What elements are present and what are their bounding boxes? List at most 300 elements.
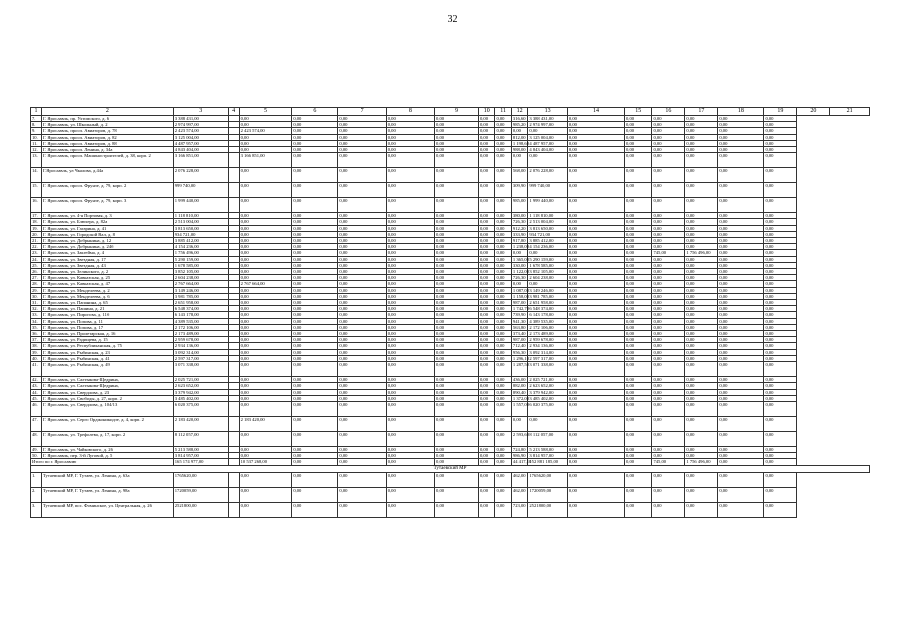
row-value: 0,00 [764, 300, 797, 306]
row-value: 0,00 [511, 250, 527, 256]
row-value: 0,00 [567, 225, 624, 231]
row-value: 2 423 574,00 [239, 128, 292, 134]
row-value: 1 999 440,00 [528, 198, 568, 213]
row-value: 0,00 [338, 362, 386, 377]
row-value: 0,00 [718, 337, 764, 343]
row-value: 0,00 [435, 343, 479, 349]
row-value: 0,00 [625, 262, 652, 268]
row-value: 2 593,60 [511, 431, 527, 446]
row-value: 0,00 [764, 453, 797, 459]
row-value: 2 767 664,00 [239, 281, 292, 287]
row-value: 0,00 [764, 213, 797, 219]
row-number: 46. [31, 401, 42, 416]
table-row [31, 153, 870, 168]
row-value: 0,00 [478, 487, 494, 502]
row-value: 0,00 [685, 116, 718, 122]
row-value: 6 020 375,00 [528, 401, 568, 416]
row-value: 3 981 785,00 [528, 293, 568, 299]
row-value: 0,00 [239, 401, 292, 416]
row-value: 0,00 [652, 337, 685, 343]
row-value: 0,00 [764, 269, 797, 275]
row-value: 0,00 [292, 244, 338, 250]
row-value: 0,00 [718, 287, 764, 293]
row-value: 3 885 412,00 [173, 238, 228, 244]
row-value: 0,00 [239, 312, 292, 318]
row-value: 0,00 [435, 256, 479, 262]
row-value: 999 740,00 [173, 183, 228, 198]
row-value: 0,00 [567, 238, 624, 244]
row-value: 0,00 [718, 128, 764, 134]
row-value: 1 087,00 [512, 287, 529, 293]
row-value [228, 198, 239, 213]
row-value: 0,00 [685, 153, 718, 168]
row-value: 0,00 [718, 281, 764, 287]
row-number: 1. [31, 472, 42, 487]
row-value: 4 154 236,00 [528, 244, 568, 250]
row-address: Г. Ярославль, ул. Трефолева, д. 17, корп. 2 [41, 431, 173, 446]
row-value: 0,00 [435, 324, 479, 330]
row-value: 0,00 [567, 244, 624, 250]
row-address: Г. Ярославль, ул. Кавказская, д. 25 [41, 275, 173, 281]
row-value: 0,00 [764, 331, 797, 337]
row-value: 0,00 [239, 219, 292, 225]
row-value: 0,00 [435, 300, 479, 306]
row-value: 0,00 [652, 183, 685, 198]
row-address: Г. Ярославль, просп. Ленина, д. 34а [41, 147, 173, 153]
row-value: 0,00 [718, 355, 764, 361]
row-value: 3 885 412,00 [528, 238, 568, 244]
row-value: 890,40 [511, 389, 527, 395]
row-value: 0,00 [239, 134, 292, 140]
row-value: 0,00 [292, 487, 338, 502]
row-value: 0,00 [495, 168, 511, 183]
header-cell: 14 [567, 108, 624, 116]
row-value: 3 379 942,00 [173, 389, 228, 395]
row-value: 0,00 [685, 318, 718, 324]
row-value: 0,00 [625, 287, 652, 293]
row-value: 3 125 004,00 [528, 134, 568, 140]
row-value: 0,00 [625, 324, 652, 330]
row-value: 0,00 [292, 395, 338, 401]
row-value [228, 416, 239, 431]
row-value: 0,00 [386, 250, 434, 256]
row-value: 1 678 585,00 [528, 262, 568, 268]
row-value: 0,00 [764, 231, 797, 237]
row-value: 0,00 [567, 198, 624, 213]
row-value: 0,00 [718, 300, 764, 306]
total-value: 44 417,10 [512, 459, 532, 465]
row-value: 0,00 [652, 275, 685, 281]
row-value: 0,00 [435, 337, 479, 343]
row-value: 0,00 [435, 306, 479, 312]
row-value: 0,00 [386, 312, 434, 318]
row-value: 0,00 [292, 134, 338, 140]
row-value: 0,00 [495, 343, 511, 349]
row-value: 0,00 [292, 331, 338, 337]
row-value: 0,00 [478, 281, 494, 287]
row-value: 0,00 [567, 116, 624, 122]
row-value: 0,00 [567, 231, 624, 237]
row-value: 3 814 957,00 [173, 453, 228, 459]
row-value: 0,00 [764, 343, 797, 349]
row-value: 0,00 [718, 383, 764, 389]
row-value: 2 025 721,00 [173, 377, 228, 383]
row-value: 0,00 [718, 293, 764, 299]
row-number: 21. [31, 238, 42, 244]
row-value: 0,00 [652, 324, 685, 330]
row-value: 0,00 [718, 312, 764, 318]
row-address: Г. Ярославль, просп. Авиаторов, д. 78 [41, 128, 173, 134]
row-value: 0,00 [292, 383, 338, 389]
row-value [228, 502, 239, 517]
row-value: 0,00 [764, 256, 797, 262]
row-value: 2 076 228,00 [528, 168, 568, 183]
row-address: Г. Ярославль, ул. Школьный, д. 2 [41, 122, 173, 128]
row-value: 3 485 402,00 [173, 395, 228, 401]
row-value: 0,00 [764, 446, 797, 452]
row-value: 0,00 [685, 238, 718, 244]
row-value: 0,00 [625, 343, 652, 349]
row-value: 0,00 [685, 416, 718, 431]
row-value: 0,00 [718, 213, 764, 219]
section-title: Тутаевский МР [31, 465, 870, 472]
row-value: 0,00 [435, 153, 479, 168]
row-value: 316,60 [511, 116, 527, 122]
row-value: 0,00 [718, 140, 764, 146]
row-address: Г. Ярославль, пер. 3-й Луговой, д. 5 [41, 453, 173, 459]
row-value: 0,00 [386, 389, 434, 395]
row-value: 0,00 [567, 362, 624, 377]
row-value: 0,00 [685, 349, 718, 355]
row-value: 0,00 [685, 281, 718, 287]
total-value: 165 174 977,00 [173, 459, 228, 465]
row-value: 0,00 [435, 349, 479, 355]
row-value: 0,00 [652, 395, 685, 401]
row-value: 3 166 851,00 [239, 153, 292, 168]
row-value: 0,00 [652, 213, 685, 219]
row-value: 0,00 [478, 198, 494, 213]
row-value: 0,00 [764, 128, 797, 134]
row-value: 3 388 431,00 [173, 116, 228, 122]
header-cell: 16 [652, 108, 685, 116]
row-value: 3 092 314,00 [528, 349, 568, 355]
row-value: 0,00 [495, 198, 511, 213]
row-value: 0,00 [652, 343, 685, 349]
row-value: 0,00 [386, 383, 434, 389]
row-value: 0,00 [239, 502, 292, 517]
row-value: 0,00 [495, 362, 511, 377]
table-row [31, 183, 870, 198]
row-value: 1 198,60 [512, 140, 529, 146]
row-value: 0,00 [435, 416, 479, 431]
row-value: 0,00 [567, 431, 624, 446]
row-value: 0,00 [292, 198, 338, 213]
row-value: 3 149 246,00 [173, 287, 228, 293]
row-value: 0,00 [338, 389, 386, 395]
row-value: 0,00 [567, 487, 624, 502]
row-value: 1 999 440,00 [173, 198, 228, 213]
row-value: 0,00 [386, 318, 434, 324]
row-value: 2 934 136,00 [173, 343, 228, 349]
row-value: 1 756 496,00 [685, 250, 718, 256]
row-value: 0,00 [685, 431, 718, 446]
row-number: 7. [31, 116, 42, 122]
row-address: Г. Ярославль, ул. Гагарина, д. 41 [41, 225, 173, 231]
row-number: 49. [31, 446, 42, 452]
row-value: 0,00 [764, 225, 797, 231]
row-value: 0,00 [239, 183, 292, 198]
row-value: 0,00 [292, 318, 338, 324]
row-value: 724,80 [511, 446, 527, 452]
row-value: 0,00 [338, 250, 386, 256]
row-value: 0,00 [386, 300, 434, 306]
row-value: 563,80 [511, 324, 527, 330]
row-value: 4 154 236,00 [173, 244, 228, 250]
row-value: 0,00 [764, 389, 797, 395]
row-value: 0,00 [685, 219, 718, 225]
row-value: 0,00 [652, 355, 685, 361]
row-address: Г. Ярославль, ул. Пирогова, д. 11б [41, 312, 173, 318]
row-value: 0,00 [495, 306, 511, 312]
row-value: 0,00 [685, 198, 718, 213]
row-number: 34. [31, 318, 42, 324]
row-value: 0,00 [625, 231, 652, 237]
row-value: 0,00 [478, 395, 494, 401]
row-value: 0,00 [239, 389, 292, 395]
row-value: 0,00 [292, 343, 338, 349]
row-value: 0,00 [478, 128, 494, 134]
row-number: 2. [31, 487, 42, 502]
row-value: 0,00 [652, 128, 685, 134]
row-address: Г. Ярославль, ул. Добрынина, д. 24б [41, 244, 173, 250]
row-value: 2 934 136,00 [528, 343, 568, 349]
total-value: 0,00 [292, 459, 338, 465]
row-number: 3. [31, 502, 42, 517]
row-value: 0,00 [567, 128, 624, 134]
row-value: 0,00 [239, 431, 292, 446]
row-value: 0,00 [478, 453, 494, 459]
row-value: 0,00 [435, 122, 479, 128]
row-value: 0,00 [478, 318, 494, 324]
row-value: 0,00 [718, 318, 764, 324]
table-row [31, 502, 870, 517]
header-cell: 12 [511, 108, 527, 116]
row-value: 0,00 [718, 331, 764, 337]
row-value: 0,00 [652, 431, 685, 446]
row-value: 0,00 [478, 343, 494, 349]
row-number: 37. [31, 337, 42, 343]
row-value: 0,00 [435, 147, 479, 153]
row-value: 0,00 [495, 355, 511, 361]
row-value: 0,00 [495, 502, 511, 517]
row-value: 0,00 [239, 231, 292, 237]
row-value: 0,00 [685, 244, 718, 250]
header-row [31, 108, 870, 116]
row-value: 0,00 [239, 116, 292, 122]
row-value: 0,00 [478, 256, 494, 262]
row-value: 0,00 [625, 238, 652, 244]
row-value: 0,00 [386, 140, 434, 146]
row-value: 0,00 [685, 213, 718, 219]
row-value: 0,00 [652, 377, 685, 383]
row-value: 0,00 [435, 231, 479, 237]
row-value: 0,00 [685, 472, 718, 487]
row-value: 0,00 [435, 225, 479, 231]
row-address: Г. Ярославль, просп. Фрунзе, д. 79, корп. 3 [41, 198, 173, 213]
total-value: 10 537 268,00 [239, 459, 292, 465]
row-value: 0,00 [478, 122, 494, 128]
row-value: 0,00 [685, 502, 718, 517]
row-value: 0,00 [435, 219, 479, 225]
row-value: 373,40 [511, 331, 527, 337]
row-value: 0,00 [685, 275, 718, 281]
row-value: 0,00 [685, 128, 718, 134]
row-value: 0,00 [625, 183, 652, 198]
row-value: 0,00 [685, 134, 718, 140]
row-number: 20. [31, 231, 42, 237]
row-value: 0,00 [764, 487, 797, 502]
row-value: 0,00 [495, 453, 511, 459]
row-value: 0,00 [528, 281, 568, 287]
row-value: 3 852 105,00 [173, 269, 228, 275]
row-value: 4 843 404,00 [173, 147, 228, 153]
row-value: 0,00 [567, 250, 624, 256]
row-value: 0,00 [292, 293, 338, 299]
row-value: 0,00 [239, 225, 292, 231]
row-value: 0,00 [685, 389, 718, 395]
row-value: 0,00 [239, 343, 292, 349]
row-value: 0,00 [652, 269, 685, 275]
row-value: 0,00 [435, 168, 479, 183]
row-value: 0,00 [652, 168, 685, 183]
row-value: 0,00 [625, 281, 652, 287]
row-value: 0,00 [292, 362, 338, 377]
row-value: 0,00 [435, 238, 479, 244]
row-value: 0,00 [685, 122, 718, 128]
row-value: 0,00 [685, 401, 718, 416]
row-value: 0,00 [386, 502, 434, 517]
row-value: 0,00 [292, 147, 338, 153]
row-value: 934 721,00 [528, 231, 568, 237]
row-value: 0,00 [652, 134, 685, 140]
row-value: 3 149 246,00 [528, 287, 568, 293]
row-address: Тутаевский МР, Г. Тутаев, ул. Ленина, д. 98а [41, 487, 173, 502]
row-value: 0,00 [386, 213, 434, 219]
row-value: 0,00 [292, 213, 338, 219]
row-value: 0,00 [625, 269, 652, 275]
row-value: 985,20 [511, 122, 527, 128]
row-value: 0,00 [652, 331, 685, 337]
row-value: 0,00 [764, 401, 797, 416]
row-value: 0,00 [625, 416, 652, 431]
row-value: 0,00 [239, 337, 292, 343]
row-value: 0,00 [338, 238, 386, 244]
row-number: 43. [31, 383, 42, 389]
row-value: 6 020 375,00 [173, 401, 228, 416]
header-cell: 17 [685, 108, 718, 116]
row-value: 0,00 [478, 446, 494, 452]
row-value: 934 721,00 [173, 231, 228, 237]
row-value: 0,00 [567, 183, 624, 198]
row-value: 0,00 [478, 377, 494, 383]
row-value: 0,00 [625, 225, 652, 231]
row-value: 0,00 [338, 244, 386, 250]
row-value: 0,00 [567, 472, 624, 487]
header-cell: 11 [495, 108, 511, 116]
row-value: 436,00 [511, 377, 527, 383]
row-value: 0,00 [495, 183, 511, 198]
row-value: 0,00 [435, 377, 479, 383]
row-value: 0,00 [338, 349, 386, 355]
row-value: 1 287,50 [511, 362, 527, 377]
row-value: 0,00 [338, 153, 386, 168]
row-value: 0,00 [478, 383, 494, 389]
row-value: 0,00 [652, 116, 685, 122]
row-value: 0,00 [386, 337, 434, 343]
row-value: 0,00 [495, 256, 511, 262]
row-value: 0,00 [386, 116, 434, 122]
row-value: 0,00 [764, 275, 797, 281]
row-value: 4 487 957,00 [528, 140, 568, 146]
row-value: 0,00 [478, 337, 494, 343]
row-address: Г. Ярославль, пр. Ухтомского, д. 6 [41, 116, 173, 122]
row-value: 1720059,00 [528, 487, 568, 502]
row-value: 0,00 [718, 362, 764, 377]
row-value: 0,00 [239, 122, 292, 128]
row-value: 0,00 [435, 431, 479, 446]
table-row [31, 487, 870, 502]
row-value: 3 814 957,00 [528, 453, 568, 459]
row-value: 0,00 [435, 183, 479, 198]
row-value: 0,00 [495, 446, 511, 452]
row-value: 0,00 [567, 446, 624, 452]
row-number: 9. [31, 128, 42, 134]
row-value: 0,00 [386, 324, 434, 330]
row-value: 0,00 [718, 395, 764, 401]
row-value: 988,00 [511, 147, 527, 153]
row-value: 0,00 [239, 383, 292, 389]
row-value: 0,00 [386, 331, 434, 337]
row-address: Г. Ярославль, ул. Салтыкова-Щедрина, [41, 383, 173, 389]
row-value: 0,00 [435, 383, 479, 389]
row-value: 3 379 942,00 [528, 389, 568, 395]
row-value: 0,00 [239, 275, 292, 281]
row-value: 0,00 [764, 134, 797, 140]
row-value: 0,00 [495, 487, 511, 502]
row-number: 12. [31, 147, 42, 153]
row-value: 0,00 [292, 401, 338, 416]
row-value: 0,00 [511, 281, 527, 287]
row-value: 2 513 004,00 [528, 219, 568, 225]
row-value: 0,00 [625, 389, 652, 395]
row-value: 1 742,70 [512, 306, 529, 312]
row-value: 0,00 [386, 225, 434, 231]
row-value: 0,00 [567, 153, 624, 168]
row-value: 0,00 [764, 116, 797, 122]
row-value: 4 389 535,00 [528, 318, 568, 324]
row-value: 0,00 [567, 275, 624, 281]
row-value: 1 678 585,00 [173, 262, 228, 268]
row-value: 0,00 [764, 312, 797, 318]
row-value: 0,00 [338, 446, 386, 452]
row-value: 0,00 [338, 256, 386, 262]
row-value: 0,00 [764, 183, 797, 198]
row-value: 0,00 [478, 431, 494, 446]
row-value: 0,00 [435, 198, 479, 213]
table-row [31, 198, 870, 213]
row-value: 0,00 [625, 128, 652, 134]
row-address: Г. Ярославль, ул. Свердлова, д. 104/13 [41, 401, 173, 416]
